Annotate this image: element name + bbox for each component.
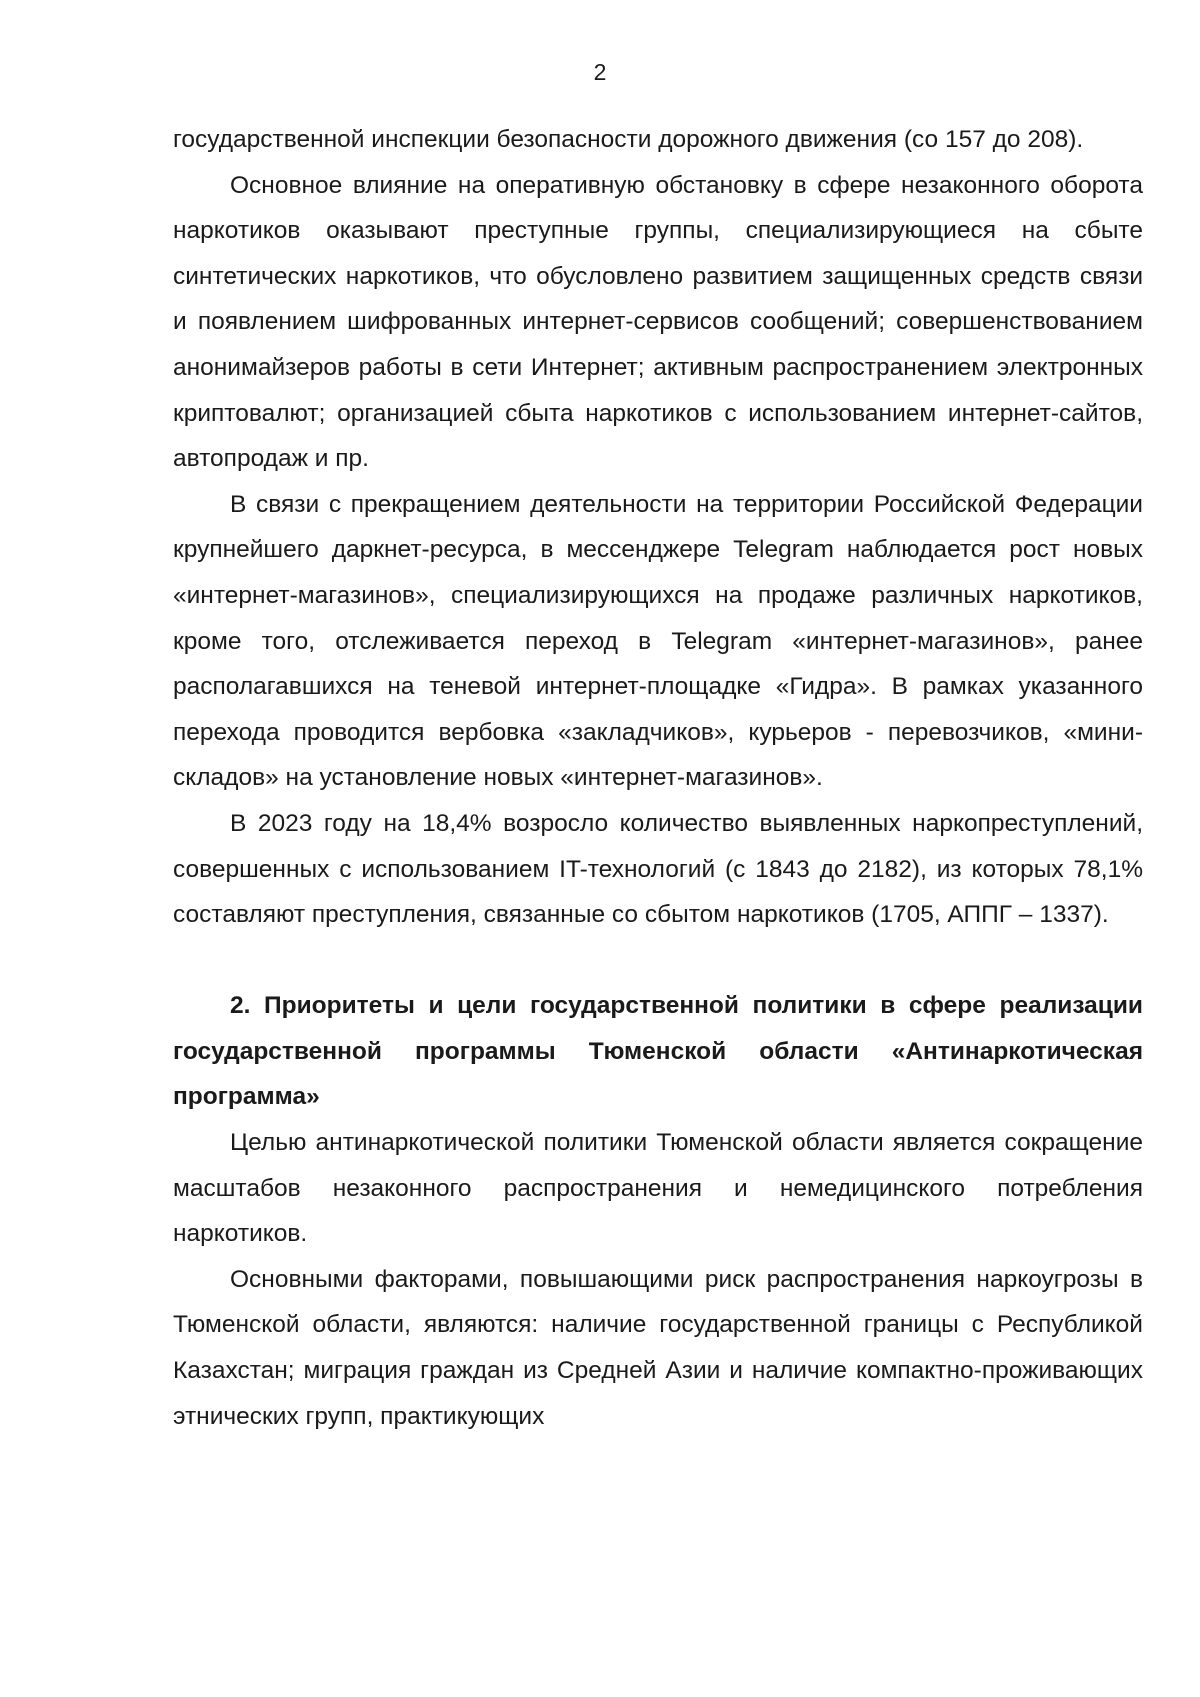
paragraph-continuation: государственной инспекции безопасности дорожного движения (со 157 до 208). [173,126,1084,153]
document-body [173,117,1143,1439]
page-number: 2 [593,59,607,85]
section-heading: 2. Приоритеты и цели государственной политики в сфере реализации государственной программы Тюменской области «Антинаркотическая программа» [173,992,1143,1111]
paragraph-risk-factors: Основными факторами, повышающими риск распространения наркоугрозы в Тюменской области, являются: наличие государственной границы с Республикой Казахстан; миграция граждан из Средней Азии и наличие компактно-проживающих этнических групп, практикующих [173,1265,1143,1430]
paragraph-it-crimes-2023: В 2023 году на 18,4% возросло количество выявленных наркопреступлений, совершенных с использованием IT-технологий (с 1843 до 2182), из которых 78,1% составляют преступления, связанные со сбытом наркотиков (1705, АППГ – 1337). [173,809,1143,929]
paragraph-policy-goal: Целью антинаркотической политики Тюменской области является сокращение масштабов незаконного распространения и немедицинского потребления наркотиков. [173,1129,1143,1248]
paragraph-telegram-shops: В связи с прекращением деятельности на территории Российской Федерации крупнейшего даркнет-ресурса, в мессенджере Telegram наблюдается рост новых «интернет-магазинов», специализирующихся на продаже различных наркотиков, кроме того, отслеживается переход в Telegram «интернет-магазинов», ранее располагавшихся на теневой интернет-площадке «Гидра». В рамках указанного перехода проводится вербовка «закладчиков», курьеров - перевозчиков, «мини-складов» на установление новых «интернет-магазинов». [173,490,1143,792]
paragraph-operational-situation: Основное влияние на оперативную обстановку в сфере незаконного оборота наркотиков оказывают преступные группы, специализирующиеся на сбыте синтетических наркотиков, что обусловлено развитием защищенных средств связи и появлением шифрованных интернет-сервисов сообщений; совершенствованием анонимайзеров работы в сети Интернет; активным распространением электронных криптовалют; организацией сбыта наркотиков с использованием интернет-сайтов, автопродаж и пр. [173,171,1143,473]
